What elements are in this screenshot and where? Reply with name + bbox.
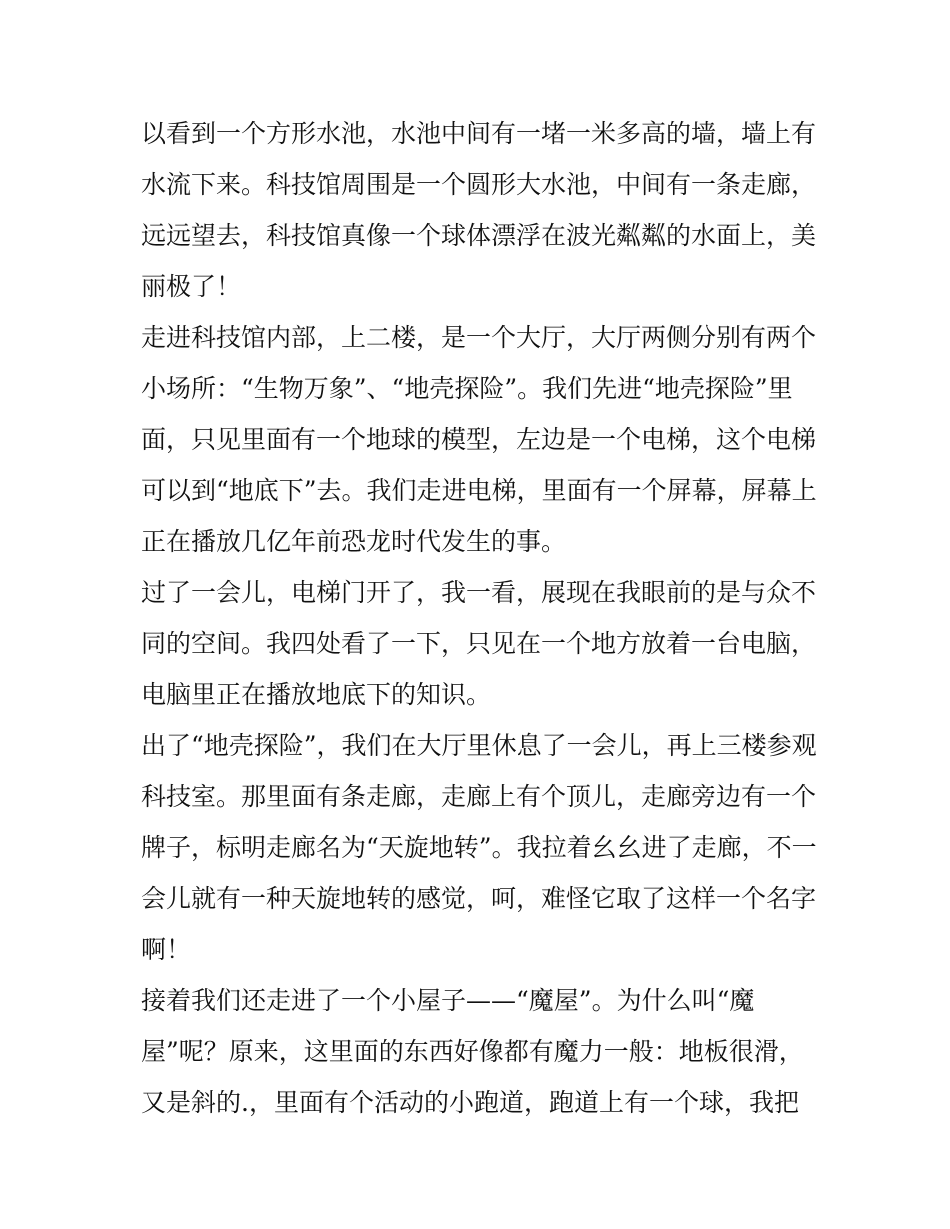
text-line: 丽极了！ [141,272,242,301]
text-line: 电脑里正在播放地底下的知识。 [141,680,492,709]
text-line: 过了一会儿，电梯门开了，我一看，展现在我眼前的是与众不 [141,578,817,607]
text-line: 出了“地壳探险”，我们在大厅里休息了一会儿，再上三楼参观 [141,731,817,760]
text-line: 正在播放几亿年前恐龙时代发生的事。 [141,527,567,556]
text-line: 以看到一个方形水池，水池中间有一堵一米多高的墙，墙上有 [141,119,817,148]
text-line: 啊！ [141,935,192,964]
text-line: 牌子，标明走廊名为“天旋地转”。我拉着幺幺进了走廊，不一 [141,833,817,862]
text-line: 屋”呢？原来，这里面的东西好像都有魔力一般：地板很滑， [141,1037,804,1066]
text-line: 小场所：“生物万象”、“地壳探险”。我们先进“地壳探险”里 [141,374,793,403]
text-line: 同的空间。我四处看了一下，只见在一个地方放着一台电脑， [141,629,817,658]
document-body-text [141,108,821,1128]
text-line: 接着我们还走进了一个小屋子——“魔屋”。为什么叫“魔 [141,986,755,1015]
text-line: 又是斜的.，里面有个活动的小跑道，跑道上有一个球，我把 [141,1088,799,1117]
text-line: 可以到“地底下”去。我们走进电梯，里面有一个屏幕，屏幕上 [141,476,817,505]
text-line: 会儿就有一种天旋地转的感觉，呵，难怪它取了这样一个名字 [141,884,817,913]
text-line: 远远望去，科技馆真像一个球体漂浮在波光粼粼的水面上，美 [141,221,817,250]
text-line: 科技室。那里面有条走廊，走廊上有个顶儿，走廊旁边有一个 [141,782,817,811]
text-line: 面，只见里面有一个地球的模型，左边是一个电梯，这个电梯 [141,425,817,454]
text-line: 走进科技馆内部，上二楼，是一个大厅，大厅两侧分别有两个 [141,323,817,352]
text-line: 水流下来。科技馆周围是一个圆形大水池，中间有一条走廊， [141,170,817,199]
